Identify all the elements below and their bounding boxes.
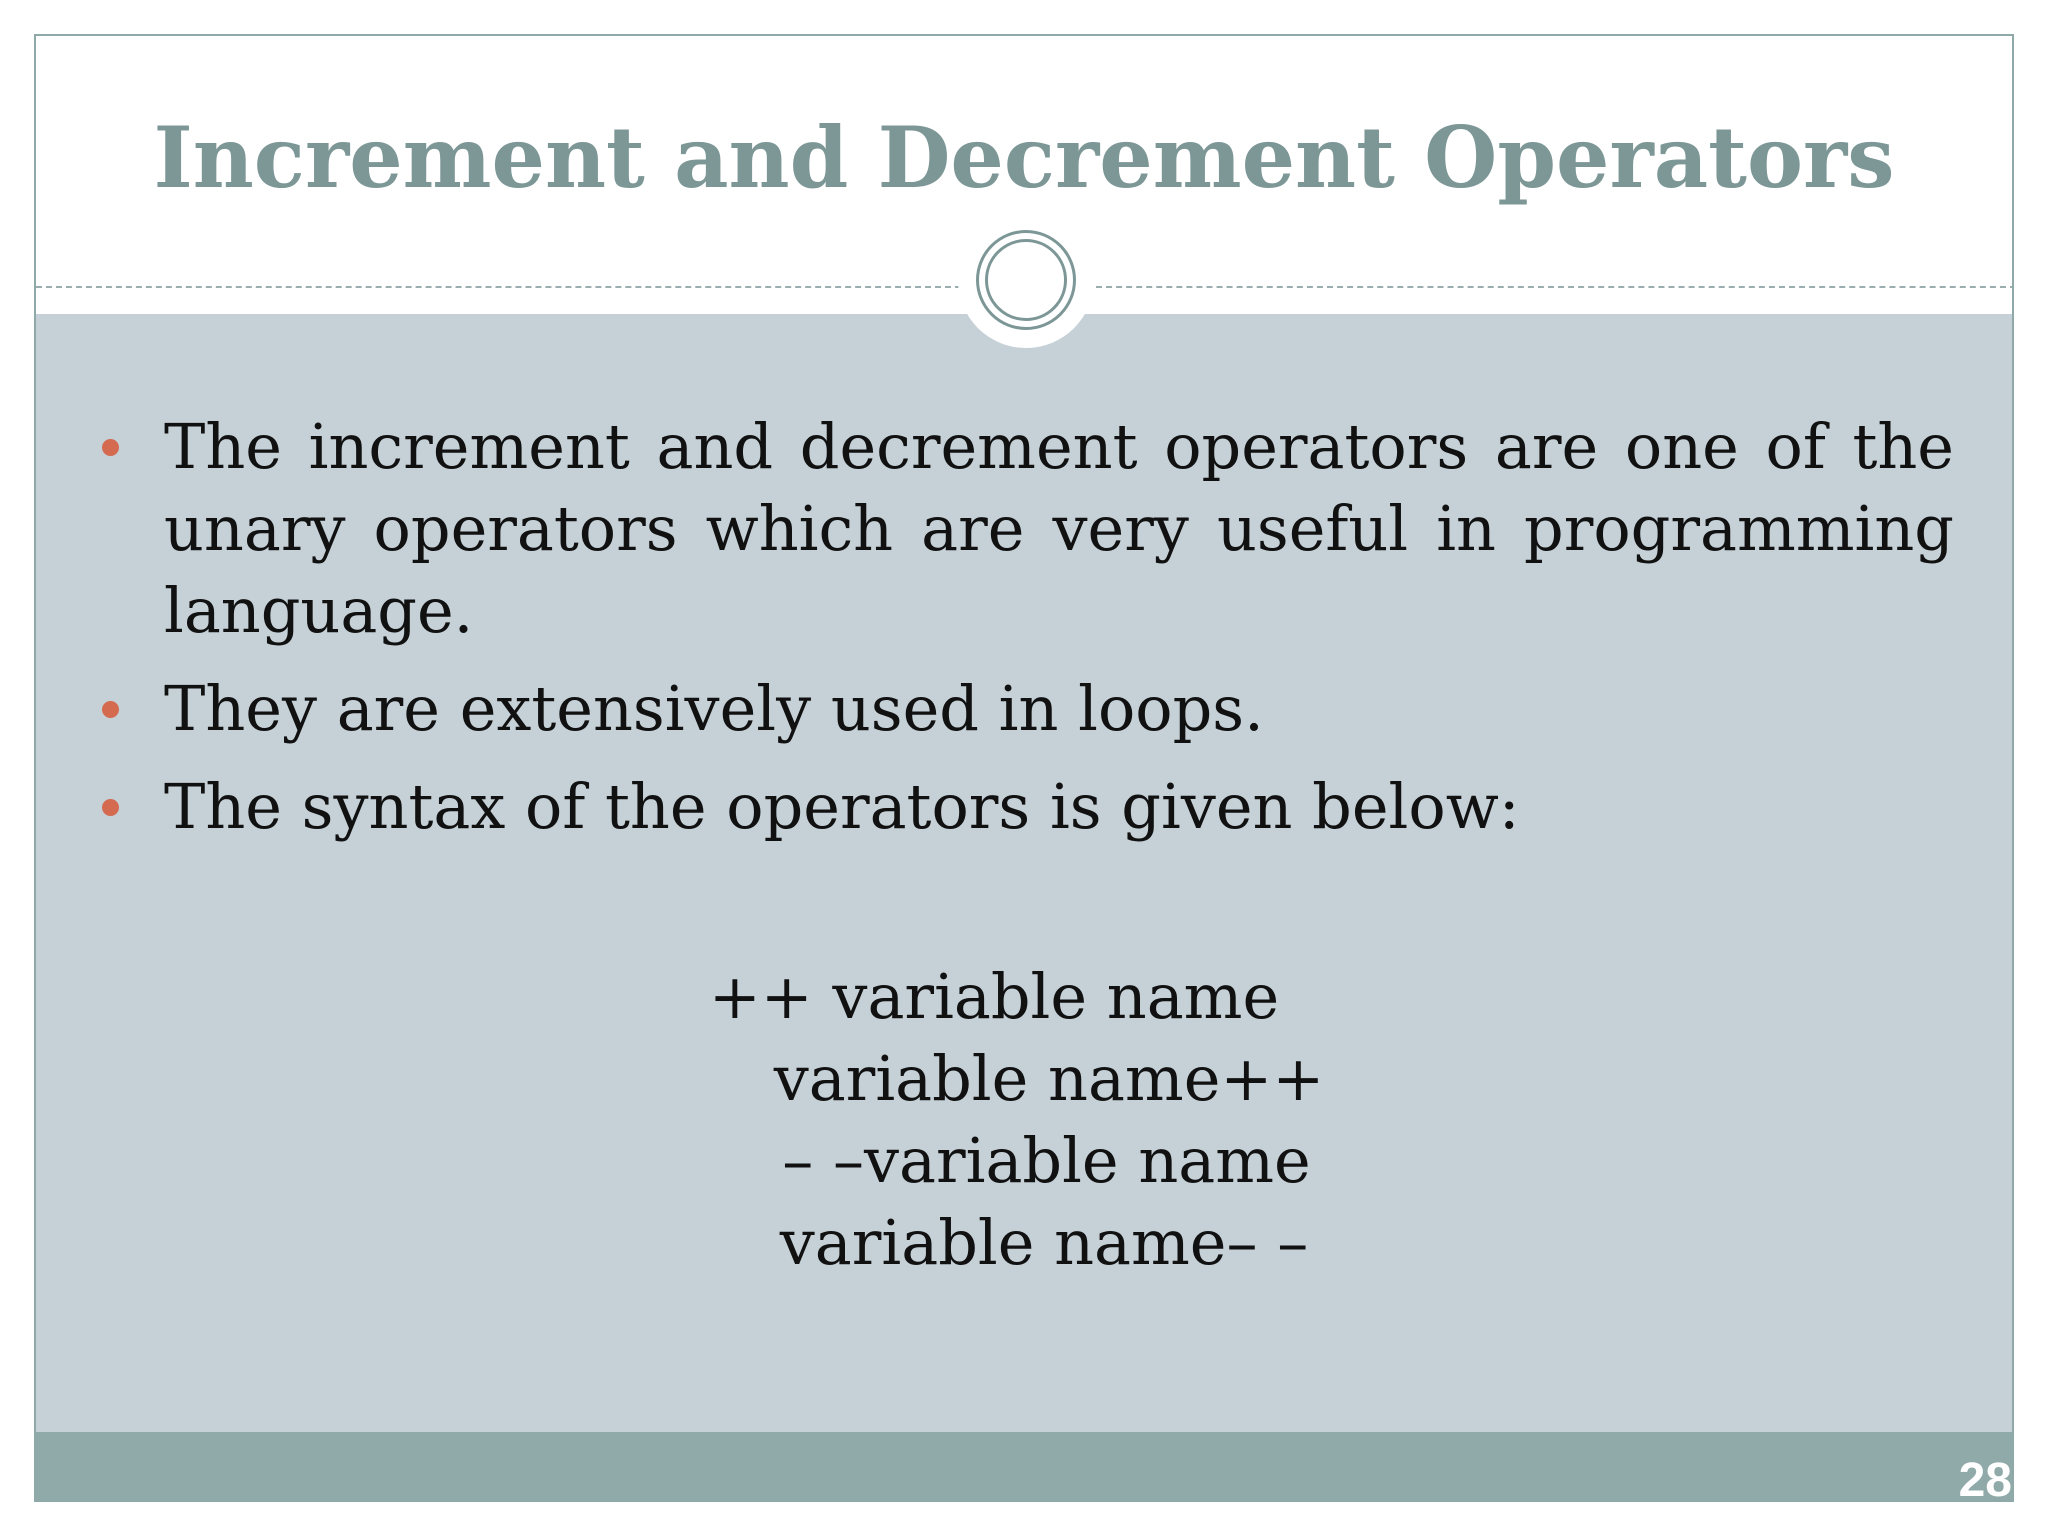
bullet-item [164, 766, 1954, 848]
bullet-dot-icon [102, 701, 119, 718]
bullet-dot-icon [102, 799, 119, 816]
syntax-line-pre-increment: ++ variable name [708, 960, 1280, 1033]
bullet-text: They are extensively used in loops. [164, 672, 1264, 745]
bullet-list [36, 406, 2012, 864]
bullet-dot-icon [102, 439, 119, 456]
syntax-line-pre-decrement: – –variable name [782, 1124, 1311, 1197]
bullet-text: The increment and decrement operators are one of the unary operators which are very useful in programming language. [164, 410, 1954, 647]
bullet-item [164, 406, 1954, 652]
syntax-block [36, 956, 2012, 1284]
circle-ornament-inner-ring [985, 239, 1067, 321]
slide-title: Increment and Decrement Operators [153, 108, 1895, 207]
footer-bar [36, 1432, 2012, 1502]
bullet-item [164, 668, 1954, 750]
divider-line-right [1096, 286, 2014, 288]
slide [34, 34, 2014, 1502]
divider-line-left [36, 286, 961, 288]
page-number: 28 [1958, 1454, 2012, 1502]
bullet-text: The syntax of the operators is given below: [164, 770, 1520, 843]
syntax-line-post-increment: variable name++ [773, 1042, 1325, 1115]
syntax-line-post-decrement: variable name– – [779, 1206, 1309, 1279]
